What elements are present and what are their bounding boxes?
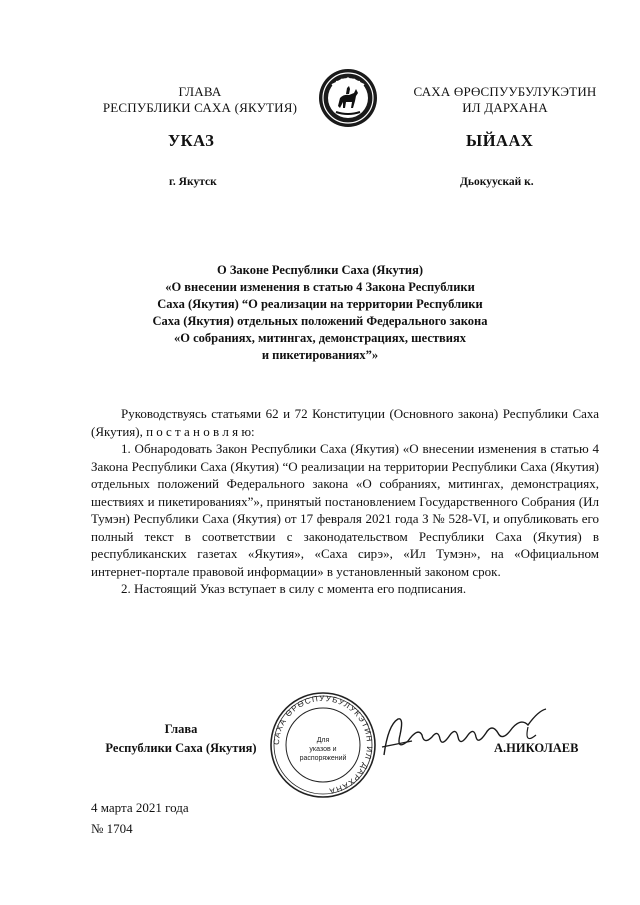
city-sakha: Дьокуускай к. bbox=[460, 176, 534, 188]
item-2: 2. Настоящий Указ вступает в силу с момента его подписания. bbox=[121, 581, 467, 596]
signatory-name: А.НИКОЛАЕВ bbox=[494, 741, 579, 755]
official-stamp bbox=[268, 690, 378, 800]
issuer-ru-line1: ГЛАВА bbox=[178, 84, 222, 99]
decree-title bbox=[0, 262, 640, 364]
title-line: «О собраниях, митингах, демонстрациях, шествиях bbox=[174, 331, 466, 345]
signatory-position bbox=[91, 720, 271, 758]
preamble: Руководствуясь статьями 62 и 72 Конституции (Основного закона) Республики Саха (Якутия), п о с т а н о в л я ю: bbox=[91, 406, 599, 439]
position-line1: Глава bbox=[164, 722, 198, 736]
title-line: Саха (Якутия) “О реализации на территории Республики bbox=[157, 297, 483, 311]
title-line: и пикетированиях”» bbox=[261, 348, 379, 362]
position-line2: Республики Саха (Якутия) bbox=[105, 741, 257, 755]
issuer-ru bbox=[75, 84, 325, 116]
decree-body bbox=[91, 405, 599, 598]
svg-text:САХА ӨРӨСПУУБУЛУКЭТИН ИЛ ДАРХА bbox=[272, 694, 374, 796]
coat-of-arms-icon bbox=[318, 68, 378, 128]
issuer-sakha bbox=[390, 84, 620, 116]
item-1: 1. Обнародовать Закон Республики Саха (Якутия) «О внесении изменения в статью 4 Закона Республики Саха (Якутия) “О реализации на территории Республики Саха (Якутия) отдельных положений Федерального закона «О собраниях, митингах, демонстрациях, шествиях и пикетированиях”», принятый постановлением Государственного Собрания (Ил Тумэн) Республики Саха (Якутия) от 17 февраля 2021 года З № 528-VI, и опубликовать его полный текст в соответствии с законодательством Республики Саха (Якутия) в республиканских газетах «Якутия», «Саха сирэ», «Ил Тумэн», на «Официальном интернет-портале правовой информации» в установленный законом срок. bbox=[91, 441, 599, 579]
doc-type-sakha: ЫЙААХ bbox=[466, 131, 534, 150]
issuer-sakha-line2: ИЛ ДАРХАНА bbox=[462, 100, 548, 115]
svg-text:распоряжений: распоряжений bbox=[299, 755, 347, 762]
doc-type-ru: УКАЗ bbox=[168, 131, 215, 150]
decree-date-number bbox=[91, 797, 189, 839]
issuer-sakha-line1: САХА ӨРӨСПУУБУЛУКЭТИН bbox=[413, 84, 597, 99]
title-line: «О внесении изменения в статью 4 Закона Республики bbox=[165, 280, 475, 294]
decree-date: 4 марта 2021 года bbox=[91, 800, 189, 815]
issuer-ru-line2: РЕСПУБЛИКИ САХА (ЯКУТИЯ) bbox=[102, 100, 298, 115]
city-ru: г. Якутск bbox=[169, 176, 217, 188]
title-line: О Законе Республики Саха (Якутия) bbox=[216, 263, 424, 277]
svg-text:указов и: указов и bbox=[309, 746, 337, 753]
stamp-outer-text: САХА ӨРӨСПУУБУЛУКЭТИН ИЛ ДАРХАНА bbox=[271, 693, 375, 796]
decree-number: № 1704 bbox=[91, 821, 133, 836]
svg-text:Для: Для bbox=[316, 737, 330, 744]
title-line: Саха (Якутия) отдельных положений Федерального закона bbox=[152, 314, 488, 328]
